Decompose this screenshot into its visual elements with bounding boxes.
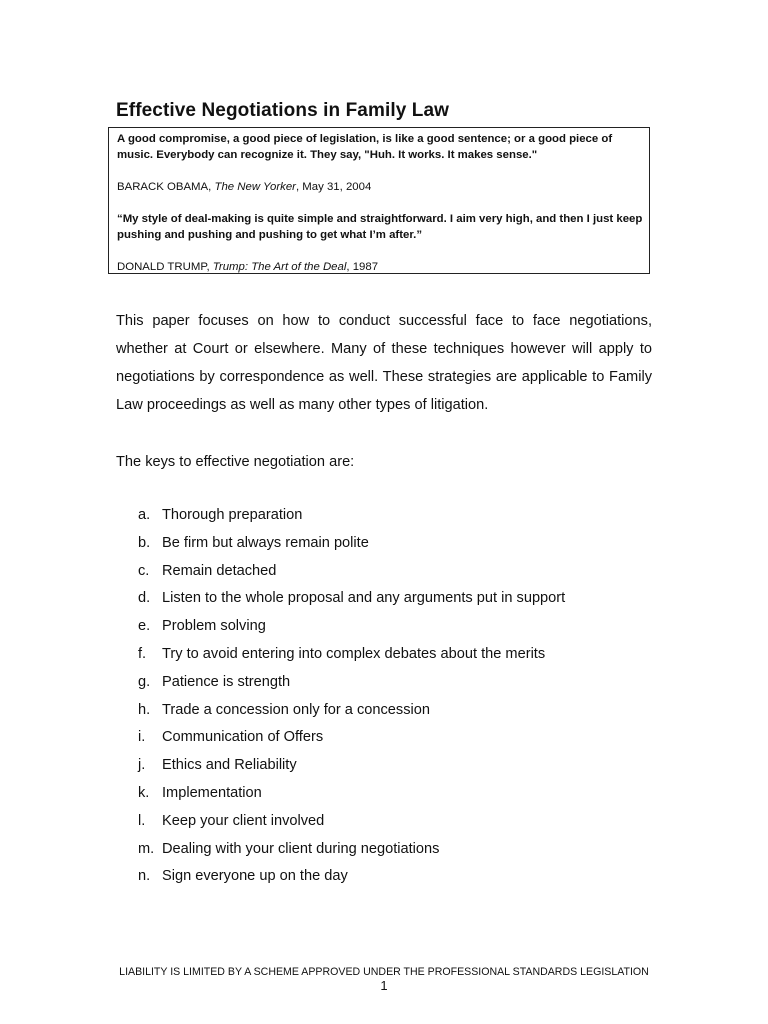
quote-trump-date: , 1987: [346, 261, 379, 273]
list-item-text: Dealing with your client during negotiations: [162, 840, 440, 857]
list-marker: m.: [138, 840, 155, 857]
list-item: [138, 697, 565, 725]
list-item-text: Communication of Offers: [162, 729, 324, 746]
quote-obama-text: A good compromise, a good piece of legislation, is like a good sentence; or a good piece of music. Everybody can recognize it. They say, "Huh. It works. It makes sense.": [117, 133, 613, 161]
list-item-text: Implementation: [162, 784, 262, 801]
document-title: Effective Negotiations in Family Law: [116, 99, 450, 121]
quote-trump-text: “My style of deal-making is quite simple and straightforward. I aim very high, and then I just keep pushing and pushing and pushing to get what I’m after.”: [117, 213, 643, 241]
list-marker: g.: [138, 673, 151, 690]
intro-paragraph: This paper focuses on how to conduct successful face to face negotiations, whether at Court or elsewhere. Many of these techniques however will apply to negotiations by correspondence as well. These strategies are applicable to Family Law proceedings as well as many other types of litigation.: [116, 313, 652, 413]
keys-intro: The keys to effective negotiation are:: [116, 454, 355, 470]
list-item: [138, 641, 565, 669]
list-item: [138, 613, 565, 641]
quote-obama-author: BARACK OBAMA,: [117, 181, 215, 193]
list-item: [138, 585, 565, 613]
list-marker: d.: [138, 590, 151, 607]
liability-footer: LIABILITY IS LIMITED BY A SCHEME APPROVED UNDER THE PROFESSIONAL STANDARDS LEGISLATION: [119, 966, 649, 978]
list-item-text: Try to avoid entering into complex debates about the merits: [162, 645, 546, 662]
list-marker: h.: [138, 701, 151, 718]
list-marker: a.: [138, 507, 151, 523]
list-marker: c.: [138, 562, 150, 579]
quote-obama-date: , May 31, 2004: [295, 181, 372, 193]
list-marker: j.: [138, 757, 146, 774]
list-item-text: Ethics and Reliability: [162, 757, 297, 774]
list-item: [138, 502, 565, 530]
list-item: [138, 669, 565, 697]
list-item: [138, 808, 565, 836]
quote-trump-author: DONALD TRUMP,: [117, 261, 213, 273]
list-marker: e.: [138, 618, 151, 635]
list-item: [138, 780, 565, 808]
quote-trump-source: Trump: The Art of the Deal: [212, 261, 347, 273]
list-marker: i.: [138, 729, 146, 746]
quote-box: [108, 127, 650, 274]
quote-obama-source: The New Yorker: [214, 181, 296, 193]
list-item-text: Keep your client involved: [162, 812, 325, 829]
list-marker: b.: [138, 534, 151, 551]
list-marker: f.: [138, 645, 147, 662]
list-item: [138, 558, 565, 586]
list-item-text: Remain detached: [162, 562, 277, 579]
list-item-text: Trade a concession only for a concession: [162, 701, 430, 718]
quote-trump-attribution: [117, 259, 643, 275]
keys-list: [138, 502, 565, 891]
quote-obama-attribution: [117, 179, 643, 195]
list-item-text: Sign everyone up on the day: [162, 868, 348, 885]
list-item-text: Patience is strength: [162, 673, 291, 690]
list-item: [138, 836, 565, 864]
list-item: [138, 863, 565, 891]
list-item-text: Listen to the whole proposal and any arguments put in support: [162, 590, 566, 607]
list-item-text: Be firm but always remain polite: [162, 534, 369, 551]
list-item-text: Problem solving: [162, 618, 266, 635]
list-item: [138, 752, 565, 780]
list-item-text: Thorough preparation: [162, 507, 303, 523]
page-number: 1: [380, 978, 388, 993]
list-marker: n.: [138, 868, 151, 885]
list-item: [138, 724, 565, 752]
list-marker: k.: [138, 784, 150, 801]
list-marker: l.: [138, 812, 146, 829]
list-item: [138, 530, 565, 558]
